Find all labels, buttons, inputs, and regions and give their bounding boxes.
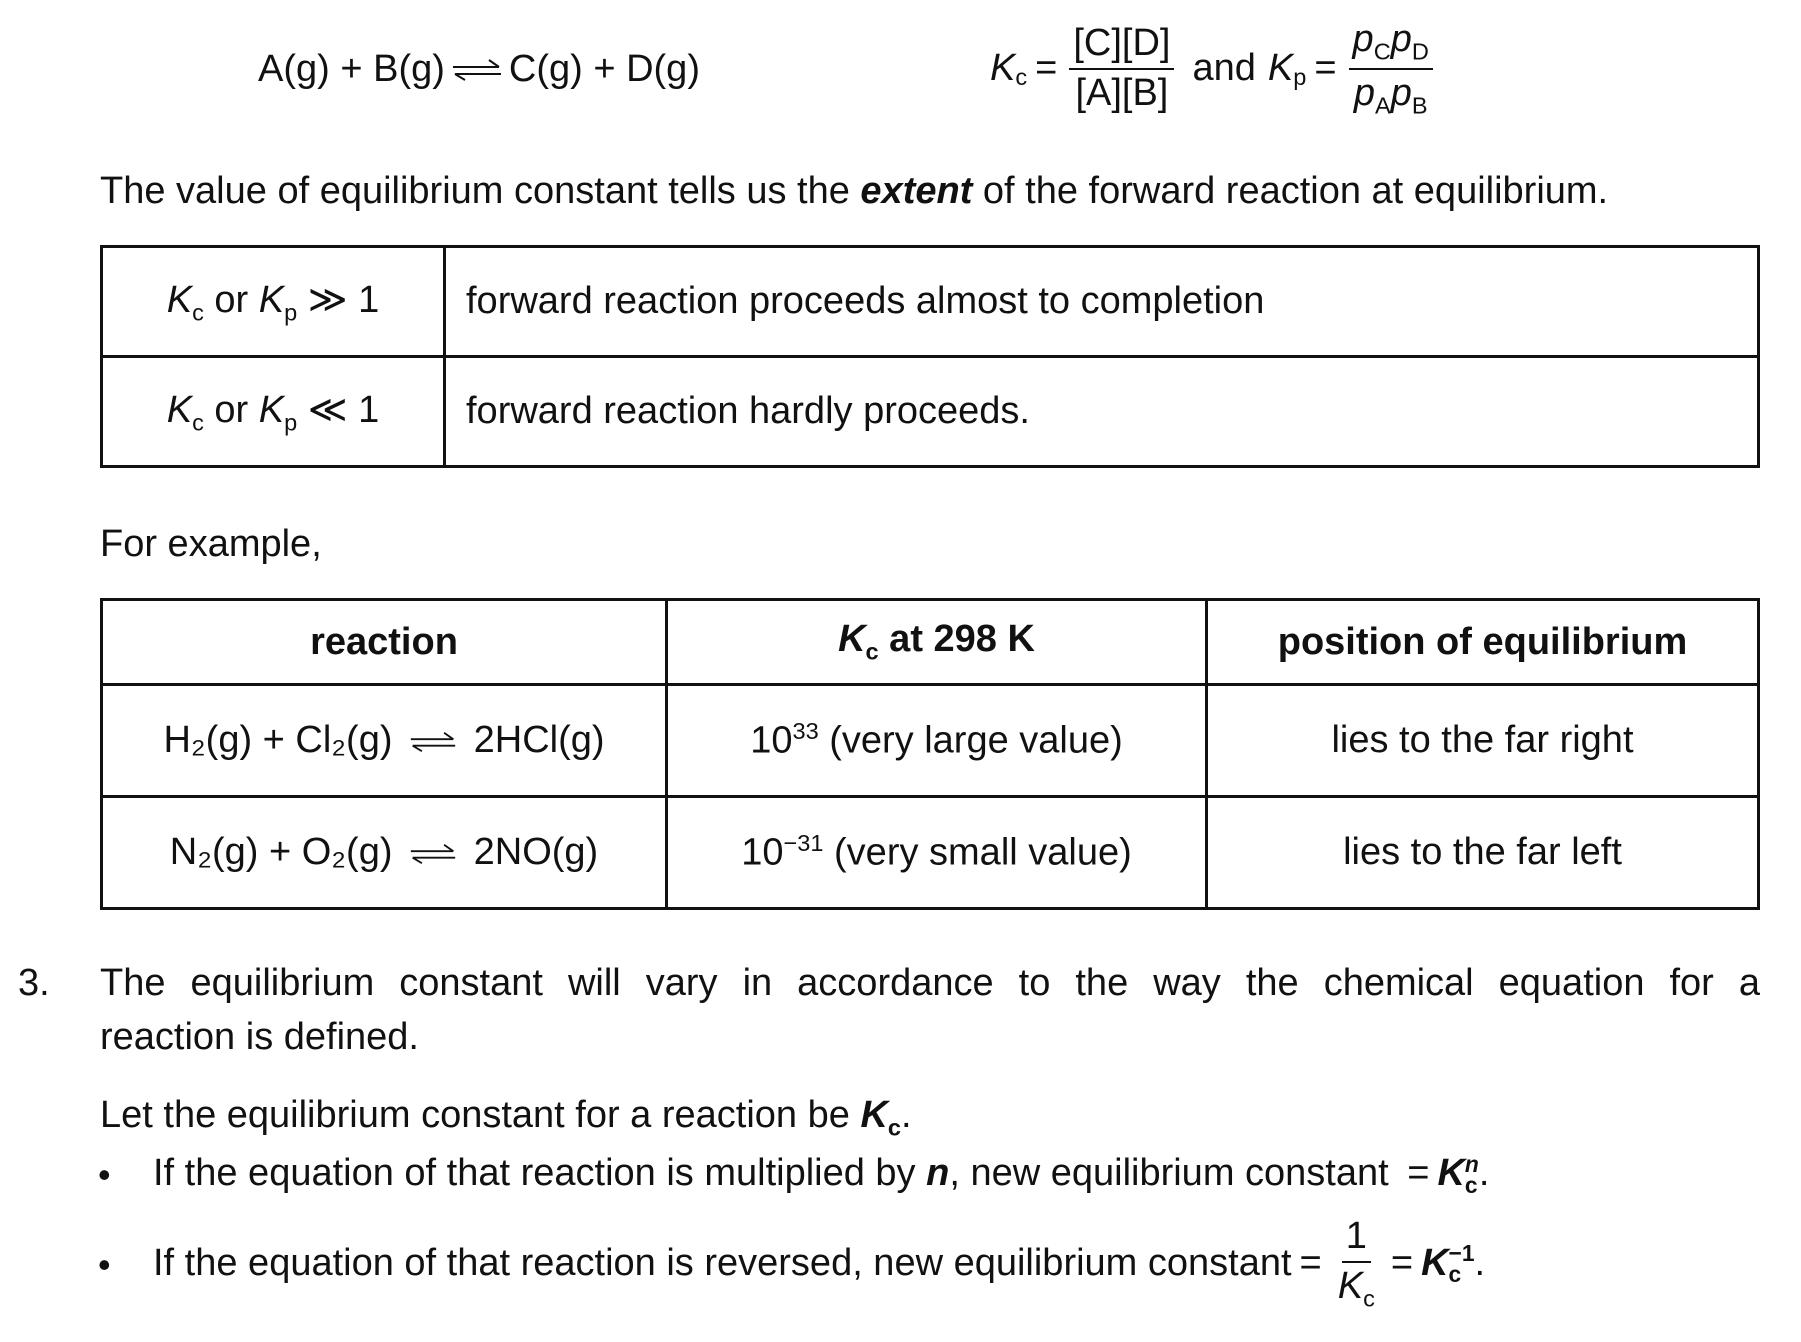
kc-fraction [1069,22,1174,115]
section-number: 3. [18,962,50,1004]
for-example-text: For example, [100,523,322,565]
k-condition-cell [102,357,445,467]
extent-emphasis: extent [860,170,973,212]
products-text: 2NO(g) [473,831,599,873]
multiplier-n: n [926,1152,950,1194]
table-row [102,357,1759,467]
section3-line2: reaction is defined. [100,1016,419,1058]
general-reaction-equation [258,48,700,92]
kc-numerator: [C][D] [1069,22,1174,70]
bullet-dot: • [98,1154,111,1195]
pressure-subscript: D [1411,38,1429,65]
kc-power-group [1448,1240,1475,1287]
let-post-text: . [901,1094,912,1136]
reaction-cell [102,797,667,909]
bullet2-text: If the equation of that reaction is reversed, new equilibrium constant [153,1241,1292,1284]
inverse-kc-fraction [1334,1215,1379,1312]
kc-exponent: −31 [783,830,824,857]
products-text: 2HCl(g) [473,719,605,761]
kp-fraction [1349,18,1433,119]
pressure-subscript: A [1374,92,1391,119]
reaction-products: C(g) + D(g) [508,48,700,90]
bullet1-pre-text: If the equation of that reaction is multiplied by [153,1152,927,1194]
equilibrium-arrow-icon [409,731,457,753]
bullet-dot: • [98,1244,111,1285]
kc-base: 10 [741,831,784,874]
reactants-text: H₂(g) + Cl₂(g) [163,719,393,761]
section3-line1: The equilibrium constant will vary in accordance to the way the chemical equation for a [100,962,1760,1004]
kc-exponent: n [1464,1151,1479,1178]
extent-sentence-post: of the forward reaction at equilibrium. [972,170,1609,212]
column-header-position: position of equilibrium [1207,600,1759,685]
or-text: or [203,388,259,431]
pressure-symbol: p [1353,71,1375,114]
kc-subscript: c [192,409,204,436]
kc-subscript: c [1363,1285,1375,1312]
relation-text: ≪ 1 [297,388,380,431]
equals-sign-2: = [1390,1241,1414,1284]
kc-exponent: −1 [1448,1240,1475,1267]
period: . [1478,1152,1490,1194]
equals-sign: = [1407,1152,1430,1194]
pressure-subscript: B [1411,92,1428,119]
kc-denominator: [A][B] [1075,71,1169,114]
example-reactions-table [100,598,1760,910]
kc-subscript: c [1448,1260,1462,1287]
reactants-text: N₂(g) + O₂(g) [169,831,393,873]
extent-sentence [100,170,1608,214]
kc-note: (very small value) [823,831,1132,874]
kc-symbol: K [860,1094,888,1136]
kp-symbol: K [258,388,285,431]
pressure-symbol: p [1390,71,1412,114]
kc-power-group [1464,1151,1479,1198]
kc-value-cell [667,685,1207,797]
kc-symbol: K [166,388,193,431]
let-pre-text: Let the equilibrium constant for a reaction be [100,1094,861,1136]
kc-subscript: c [1464,1171,1478,1198]
position-cell: lies to the far left [1207,797,1759,909]
column-header-kc [667,600,1207,685]
kc-symbol: K [1337,1264,1364,1307]
relation-text: ≫ 1 [297,278,380,321]
pressure-symbol: p [1352,18,1374,60]
kp-subscript: p [284,409,298,436]
column-header-reaction: reaction [102,600,667,685]
kc-subscript: c [887,1114,902,1141]
kc-note: (very large value) [818,719,1123,762]
k-description-cell: forward reaction hardly proceeds. [445,357,1759,467]
kc-symbol: K [166,278,193,321]
kp-subscript: p [1293,64,1307,91]
and-text: and [1192,46,1256,89]
position-cell: lies to the far right [1207,685,1759,797]
period: . [1474,1241,1486,1284]
reaction-reactants: A(g) + B(g) [258,48,445,90]
kc-symbol: K [838,618,866,661]
kc-symbol: K [1421,1241,1449,1284]
or-text: or [203,278,259,321]
equilibrium-arrow-icon [409,843,457,865]
let-statement [100,1094,912,1142]
bullet-item-reversed [153,1215,1485,1312]
kc-base: 10 [750,719,793,762]
kp-numerator [1349,18,1433,70]
kc-symbol: K [990,46,1016,89]
table-row [102,247,1759,357]
kc-symbol: K [1437,1152,1465,1194]
reaction-cell [102,685,667,797]
equilibrium-arrow-icon [451,59,503,81]
kc-header-rest: at 298 K [878,618,1035,661]
k-condition-cell [102,247,445,357]
fraction-numerator: 1 [1342,1215,1371,1263]
kp-symbol: K [1267,46,1294,89]
bullet1-post-text: , new equilibrium constant [949,1152,1389,1194]
kc-subscript: c [865,638,879,665]
bullet-item-multiplied [153,1152,1489,1196]
kc-exponent: 33 [792,718,819,745]
pressure-symbol: p [1390,18,1412,60]
kc-value-cell [667,797,1207,909]
kp-subscript: p [284,299,298,326]
table-header-row [102,600,1759,685]
table-row [102,685,1759,797]
kc-subscript: c [1015,64,1028,91]
table-row [102,797,1759,909]
equals-sign-2: = [1314,46,1337,89]
kc-subscript: c [192,299,204,326]
k-magnitude-table [100,245,1760,468]
k-description-cell: forward reaction proceeds almost to completion [445,247,1759,357]
pressure-subscript: C [1373,38,1391,65]
kp-denominator [1350,70,1432,120]
kc-kp-expressions [990,18,1437,119]
equals-sign: = [1299,1241,1322,1284]
fraction-denominator [1334,1263,1379,1313]
kp-symbol: K [258,278,285,321]
extent-sentence-pre: The value of equilibrium constant tells us the [100,170,861,212]
equals-sign: = [1035,46,1058,89]
